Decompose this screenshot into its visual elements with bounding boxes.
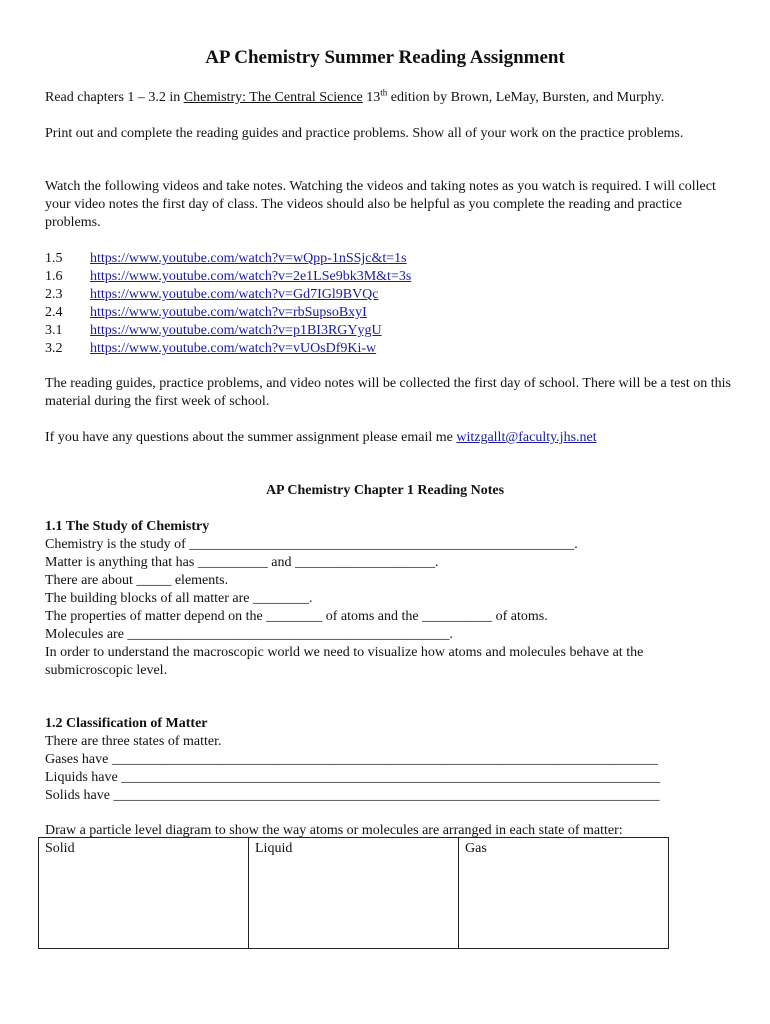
gas-cell[interactable] xyxy=(459,838,669,949)
fill-in-line: The properties of matter depend on the ________ of atoms and the __________ of atoms. xyxy=(45,609,548,624)
body-text: In order to understand the macroscopic world we need to visualize how atoms and molecules behave at the xyxy=(45,645,644,660)
video-section-number: 1.6 xyxy=(45,269,63,284)
email-link[interactable]: witzgallt@faculty.jhs.net xyxy=(456,430,597,445)
video-link[interactable]: https://www.youtube.com/watch?v=2e1LSe9bk3M&t=3s xyxy=(90,269,412,284)
video-section-number: 2.4 xyxy=(45,305,63,320)
solid-cell[interactable] xyxy=(39,838,249,949)
reading-instruction xyxy=(45,89,664,107)
particle-diagram-table xyxy=(38,837,669,949)
page-title: AP Chemistry Summer Reading Assignment xyxy=(205,47,565,68)
solid-header: Solid xyxy=(45,841,75,856)
video-link[interactable]: https://www.youtube.com/watch?v=wQpp-1nSSjc&t=1s xyxy=(90,251,407,266)
contact-line xyxy=(45,429,597,447)
edition-superscript: th xyxy=(380,87,388,98)
diagram-prompt: Draw a particle level diagram to show the way atoms or molecules are arranged in each state of matter: xyxy=(45,823,623,838)
fill-in-line: Molecules are ______________________________________________. xyxy=(45,627,453,642)
video-link[interactable]: https://www.youtube.com/watch?v=Gd7IGl9BVQc xyxy=(90,287,379,302)
video-list-item xyxy=(45,250,407,268)
read-prefix: Read chapters 1 – 3.2 in xyxy=(45,90,184,105)
read-suffix: edition by Brown, LeMay, Bursten, and Murphy. xyxy=(387,90,665,105)
gas-header: Gas xyxy=(465,841,487,856)
fill-in-line: Liquids have _____________________________________________________________________________ xyxy=(45,770,661,785)
video-list-item xyxy=(45,304,367,322)
video-section-number: 3.2 xyxy=(45,341,63,356)
video-link[interactable]: https://www.youtube.com/watch?v=p1BI3RGYygU xyxy=(90,323,382,338)
liquid-header: Liquid xyxy=(255,841,293,856)
section-heading: 1.1 The Study of Chemistry xyxy=(45,519,210,534)
liquid-cell[interactable] xyxy=(249,838,459,949)
video-list-item xyxy=(45,268,411,286)
fill-in-line: Chemistry is the study of _______________________________________________________. xyxy=(45,537,578,552)
video-link[interactable]: https://www.youtube.com/watch?v=vUOsDf9Ki-w xyxy=(90,341,377,356)
print-instructions: Print out and complete the reading guides and practice problems. Show all of your work on the practice problems. xyxy=(45,126,684,141)
book-title: Chemistry: The Central Science xyxy=(183,90,363,105)
body-text: There are three states of matter. xyxy=(45,734,222,749)
fill-in-line: Solids have ______________________________________________________________________________ xyxy=(45,788,660,803)
edition-number: 13 xyxy=(362,90,381,105)
video-list-item xyxy=(45,286,379,304)
notes-title: AP Chemistry Chapter 1 Reading Notes xyxy=(265,483,505,498)
table-row xyxy=(39,838,669,949)
fill-in-line: There are about _____ elements. xyxy=(45,573,229,588)
video-list-item xyxy=(45,322,382,340)
video-link[interactable]: https://www.youtube.com/watch?v=rbSupsoBxyI xyxy=(90,305,367,320)
body-text: submicroscopic level. xyxy=(45,663,168,678)
video-section-number: 2.3 xyxy=(45,287,63,302)
video-list-item xyxy=(45,340,376,358)
contact-text: If you have any questions about the summer assignment please email me xyxy=(45,430,457,445)
fill-in-line: Gases have ______________________________________________________________________________ xyxy=(45,752,658,767)
video-section-number: 1.5 xyxy=(45,251,63,266)
section-heading: 1.2 Classification of Matter xyxy=(45,716,208,731)
fill-in-line: The building blocks of all matter are ________. xyxy=(45,591,313,606)
fill-in-line: Matter is anything that has __________ and ____________________. xyxy=(45,555,439,570)
collection-note: The reading guides, practice problems, and video notes will be collected the first day of school. There will be a test on this material during the first week of school. xyxy=(45,376,731,409)
watch-instructions: Watch the following videos and take notes. Watching the videos and taking notes as you watch is required. I will collect your video notes the first day of class. The videos should also be helpful as you complete the reading and practice problems. xyxy=(45,179,716,230)
video-section-number: 3.1 xyxy=(45,323,63,338)
